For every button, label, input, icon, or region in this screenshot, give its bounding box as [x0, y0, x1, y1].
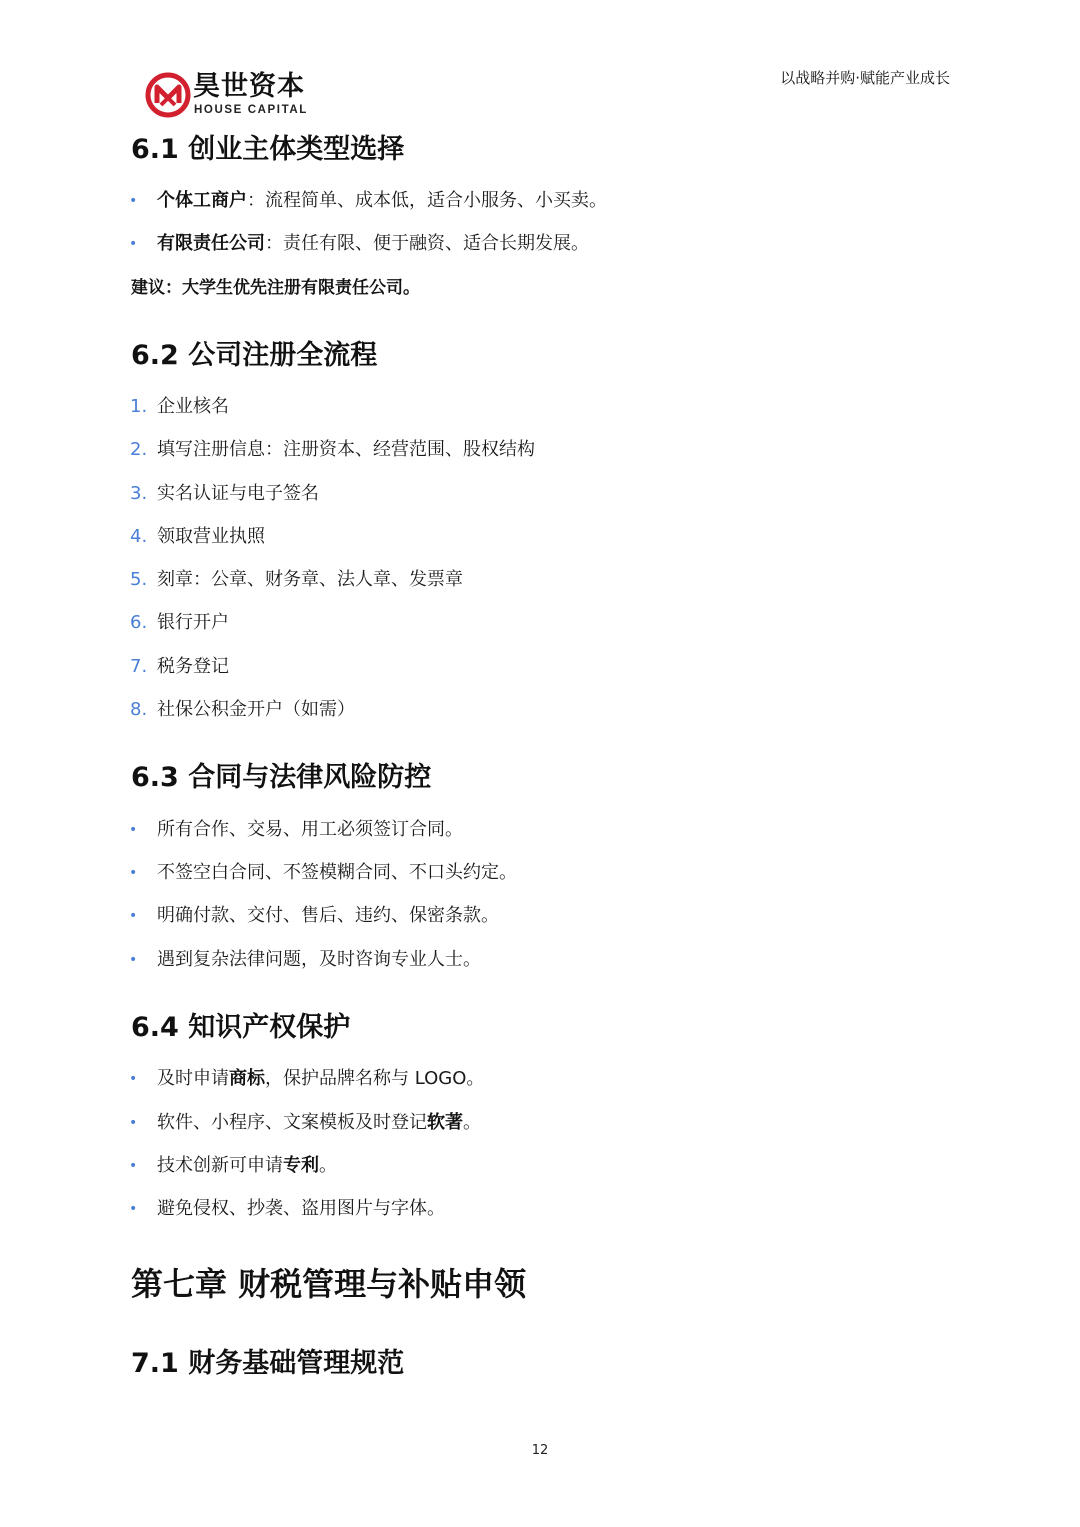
item-text: ：流程简单、成本低，适合小服务、小买卖。 — [247, 190, 607, 211]
section-title-6-4: 6.4 知识产权保护 — [131, 1012, 351, 1043]
item-term: 个体工商户 — [157, 190, 247, 211]
section-title-6-3: 6.3 合同与法律风险防控 — [131, 762, 432, 793]
item-term: 专利 — [283, 1155, 319, 1176]
company-logo — [145, 70, 345, 120]
list-item — [157, 189, 607, 213]
step-number: 7. — [130, 656, 148, 677]
section-title-6-1: 6.1 创业主体类型选择 — [131, 134, 405, 165]
step-text: 税务登记 — [157, 656, 229, 677]
bullet-icon: • — [129, 952, 138, 968]
step-number: 5. — [130, 569, 148, 590]
step-text: 领取营业执照 — [157, 526, 265, 547]
logo-mark-icon — [145, 72, 191, 118]
list-item — [157, 1197, 445, 1221]
bullet-icon: • — [129, 908, 138, 924]
step-text: 刻章：公章、财务章、法人章、发票章 — [157, 569, 463, 590]
step-number: 2. — [130, 439, 148, 460]
item-term: 商标 — [229, 1068, 265, 1089]
bullet-icon: • — [129, 1071, 138, 1087]
bullet-icon: • — [129, 822, 138, 838]
item-text: 。 — [463, 1112, 481, 1133]
step-number: 1. — [130, 396, 148, 417]
bullet-icon: • — [129, 1115, 138, 1131]
step-number: 8. — [130, 699, 148, 720]
item-text: 软件、小程序、文案模板及时登记 — [157, 1112, 427, 1133]
item-text: 技术创新可申请 — [157, 1155, 283, 1176]
list-item: 所有合作、交易、用工必须签订合同。 — [157, 819, 463, 840]
list-item — [157, 1111, 481, 1135]
item-text: 避免侵权、抄袭、盗用图片与字体。 — [157, 1198, 445, 1219]
step-number: 3. — [130, 483, 148, 504]
step-text: 企业核名 — [157, 396, 229, 417]
list-item: 遇到复杂法律问题，及时咨询专业人士。 — [157, 949, 481, 970]
section-title-7-1: 7.1 财务基础管理规范 — [131, 1348, 405, 1379]
bullet-icon: • — [129, 193, 138, 209]
item-text: ，保护品牌名称与 LOGO。 — [265, 1068, 485, 1089]
step-text: 实名认证与电子签名 — [157, 483, 319, 504]
list-item — [157, 1154, 337, 1178]
advice-text: 建议：大学生优先注册有限责任公司。 — [131, 278, 420, 298]
header-slogan: 以战略并购·赋能产业成长 — [780, 69, 950, 87]
step-text: 社保公积金开户（如需） — [157, 699, 355, 720]
item-text: 及时申请 — [157, 1068, 229, 1089]
bullet-icon: • — [129, 1201, 138, 1217]
list-item: 明确付款、交付、售后、违约、保密条款。 — [157, 905, 499, 926]
item-text: 。 — [319, 1155, 337, 1176]
item-term: 有限责任公司 — [157, 233, 265, 254]
page-number: 12 — [531, 1443, 549, 1458]
list-item — [157, 232, 589, 256]
bullet-icon: • — [129, 1158, 138, 1174]
item-term: 软著 — [427, 1112, 463, 1133]
bullet-icon: • — [129, 236, 138, 252]
logo-chinese-name: 昊世资本 — [193, 71, 305, 102]
bullet-icon: • — [129, 865, 138, 881]
item-text: ：责任有限、便于融资、适合长期发展。 — [265, 233, 589, 254]
section-title-6-2: 6.2 公司注册全流程 — [131, 340, 378, 371]
step-text: 银行开户 — [157, 612, 229, 633]
list-item — [157, 1067, 484, 1091]
step-text: 填写注册信息：注册资本、经营范围、股权结构 — [157, 439, 535, 460]
step-number: 6. — [130, 612, 148, 633]
step-number: 4. — [130, 526, 148, 547]
logo-english-name: HOUSE CAPITAL — [194, 104, 308, 116]
chapter-title: 第七章 财税管理与补贴申领 — [131, 1265, 527, 1303]
list-item: 不签空白合同、不签模糊合同、不口头约定。 — [157, 862, 517, 883]
